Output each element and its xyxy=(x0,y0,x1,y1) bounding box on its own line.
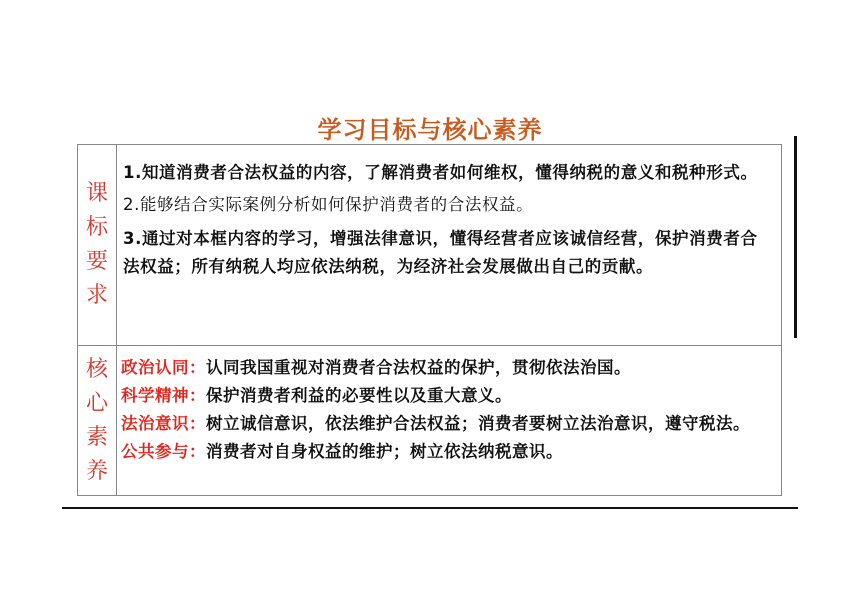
competency-text: 保护消费者利益的必要性以及重大意义。 xyxy=(206,386,512,405)
requirement-item-2: 2.能够结合实际案例分析如何保护消费者的合法权益。 xyxy=(123,195,534,214)
competencies-content xyxy=(117,346,782,496)
competency-text: 消费者对自身权益的维护；树立依法纳税意识。 xyxy=(206,442,563,461)
competency-label: 公共参与： xyxy=(121,442,206,461)
requirements-label-cell xyxy=(78,145,117,346)
bottom-rule xyxy=(62,507,798,509)
requirement-item-3: 3.通过对本框内容的学习，增强法律意识，懂得经营者应该诚信经营，保护消费者合法权益；所有纳税人均应依法纳税，为经济社会发展做出自己的贡献。 xyxy=(123,229,758,276)
competency-text: 认同我国重视对消费者合法权益的保护，贯彻依法治国。 xyxy=(206,358,631,377)
competencies-label: 核心素养 xyxy=(86,356,109,484)
page-title: 学习目标与核心素养 xyxy=(317,116,543,144)
competency-item-rule-of-law xyxy=(121,410,769,438)
competencies-label-cell xyxy=(78,346,117,496)
vertical-rule xyxy=(794,136,797,338)
requirements-label: 课标要求 xyxy=(86,181,109,308)
competency-text: 树立诚信意识，依法维护合法权益；消费者要树立法治意识，遵守税法。 xyxy=(206,414,750,433)
competency-label: 法治意识： xyxy=(121,414,206,433)
competency-item-political xyxy=(121,354,769,382)
goals-table xyxy=(77,144,782,496)
competency-label: 科学精神： xyxy=(121,386,206,405)
requirements-content xyxy=(117,145,782,346)
competency-item-science xyxy=(121,382,769,410)
competency-item-public-participation xyxy=(121,438,769,466)
requirements-row xyxy=(78,145,782,346)
requirement-item-1: 1.知道消费者合法权益的内容，了解消费者如何维权，懂得纳税的意义和税种形式。 xyxy=(123,163,758,182)
competency-label: 政治认同： xyxy=(121,358,206,377)
competencies-row xyxy=(78,346,782,496)
